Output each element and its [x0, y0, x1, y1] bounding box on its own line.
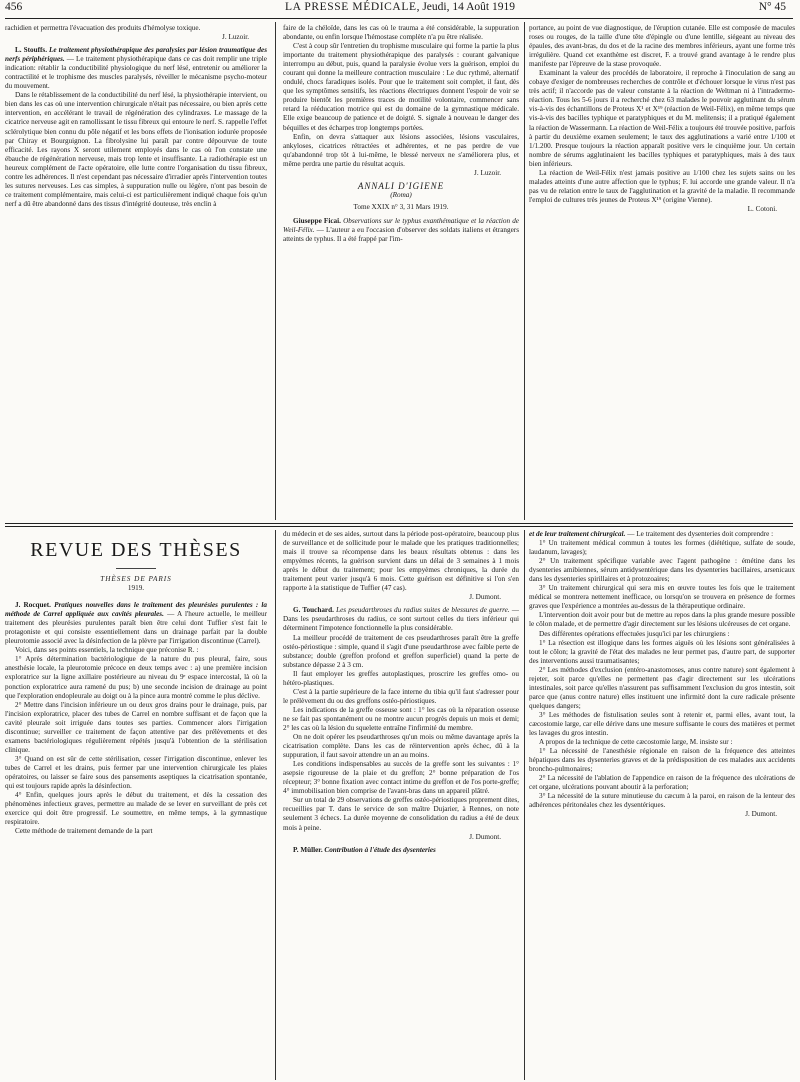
issue-number: N° 45 — [758, 1, 786, 13]
article-heading — [5, 46, 267, 91]
paragraph: Enfin, on devra s'attaquer aux lésions associées, lésions vasculaires, ankyloses, cicatrices rétractées et adhérentes, et ne pas perdre de vue qu'abandonné trop tôt à lui-même, le blessé nerveux ne s'améliorera plus, et même perdra une partie du résultat acquis. — [283, 132, 519, 168]
paragraph: Des différentes opérations effectuées jusqu'ici par les chirurgiens : — [539, 629, 730, 638]
article-title: Les pseudarthroses du radius suites de blessures de guerre. — [336, 606, 510, 615]
paragraph: 3° Un traitement chirurgical qui sera mis en œuvre toutes les fois que le traitement médical se montrera nettement inefficace, ou lorsqu'on se trouvera en présence de formes graves que l'expérience a montrées au-dessus de la thérapeutique ordinaire. — [529, 584, 795, 611]
revue-year: 1919. — [127, 584, 145, 593]
paragraph: 3° La nécessité de la suture minutieuse du cæcum à la paroi, en raison de la lenteur des adhérences péritonéales chez les dysentériques. — [529, 792, 795, 810]
article-heading — [283, 217, 519, 244]
paragraph: 2° Un traitement spécifique variable avec l'agent pathogène : émétine dans les dysenteries amibiennes, sérum antidysentérique dans les dysenteries bacillaires, arsenicaux dans les dysenteries spirillaires et à protozoaires; — [529, 557, 795, 584]
article-author: P. Müller. — [293, 845, 323, 854]
signature: J. Dumont. — [469, 832, 501, 841]
article-heading — [283, 606, 519, 633]
journal-name: LA PRESSE MÉDICALE — [285, 1, 417, 13]
section-city: (Roma) — [390, 190, 412, 199]
bottom-column-1 — [5, 528, 267, 1080]
article-title: Le traitement physiothérapique des paralysies par lésion traumatique des nerfs périphériques. — [5, 46, 267, 64]
paragraph: rachidien et permettra l'évacuation des produits d'hémolyse toxique. — [5, 24, 201, 32]
section-rule — [5, 526, 793, 527]
paragraph: 1° Un traitement médical commun à toutes les formes (diététique, sulfate de soude, laudanum, lavages); — [529, 539, 795, 557]
paragraph: Voici, dans ses points essentiels, la technique que préconise R. : — [15, 646, 199, 655]
paragraph: — L'auteur a eu l'occasion d'observer des soldats italiens et étrangers atteints de typhus. Il a été frappé par l'im- — [283, 225, 519, 244]
paragraph: L'intervention doit avoir pour but de mettre au repos dans la plus grande mesure possible le côlon malade, et de permettre d'agir directement sur les lésions ulcéreuses de cet organe. — [529, 611, 795, 629]
column-rule — [275, 530, 276, 1080]
top-column-2 — [283, 24, 519, 524]
paragraph: Il faut employer les greffes autoplastiques, proscrire les greffes omo- ou hétéro-plastiques. — [283, 669, 519, 687]
paragraph: — A l'heure actuelle, le meilleur traitement des pleurésies purulentes paraît bien être celui dont Tuffier s'est fait le protagoniste et qui consiste essentiellement dans un drainage parfait par la double pleurotomie associé avec la désinfection de la plèvre par l'irrigation discontinue (Carrel). — [5, 610, 267, 646]
paragraph: portance, au point de vue diagnostique, de l'éruption cutanée. Elle est composée de macules roses ou rouges, de la taille d'une tête d'épingle ou d'une lentille, siégeant au niveau des épaules, des avant-bras, du dos et de la racine des membres inférieurs, ayant une forme très irrégulière. Quand cet exanthème est discret, F. a trouvé grand avantage à le rendre plus manifeste par l'épreuve de la stase provoquée. — [529, 24, 795, 69]
paragraph: Dans le rétablissement de la conductibilité du nerf lésé, la physiothérapie intervient, ou bien dans les cas où une intervention chirurgicale n'était pas nécessaire, ou bien après cette intervention, en accélérant le travail de régénération des cylindraxes. Le massage de la cicatrice nerveuse agit en ramollissant le tissu fibreux qui entoure le nerf. S. rappelle l'effet sclérolytique bien connu du pôle négatif et les bons effets de l'ionisation iodurée proposée par Chiray et Bourguignon. La fibrolysine lui paraît par contre dépourvue de toute efficacité. Les rayons X seront utilement employés dans le cas où l'on constate une ébauche de régénération nerveuse, mais trop lente et insuffisante. La radiothérapie est un heureux complément de l'acte opératoire, elle lutte contre l'organisation du tissu fibreux, contre les adhérences. Il n'est cependant pas nécessaire d'irradier après l'intervention toutes les sutures nerveuses. Les cas simples, à suppuration nulle ou légère, n'ont pas besoin de ce traitement complémentaire, mais celui-ci est particulièrement indiqué chaque fois qu'un nerf a dû être abandonné dans des tissus d'intégrité douteuse, très enclin à — [5, 91, 267, 208]
paragraph: Les conditions indispensables au succès de la greffe sont les suivantes : 1° asepsie rigoureuse de la plaie et du greffon; 2° bonne préparation de l'os récepteur; 3° bonne fixation avec contact intime du greffon et de l'os porte-greffe; 4° immobilisation bien comprise de l'avant-bras dans un appareil plâtré. — [283, 760, 519, 796]
top-column-3 — [529, 24, 795, 524]
paragraph: On ne doit opérer les pseudarthroses qu'un mois ou même davantage après la cicatrisation complète. Dans les cas de réintervention après échec, dû à la suppuration, il faut savoir attendre un an au moins. — [283, 733, 519, 760]
paragraph: 2° Mettre dans l'incision inférieure un ou deux gros drains pour le drainage, puis, par l'incision exploratrice, placer des tubes de Carrel en nombre suffisant et de façon que la cavité pleurale soit irriguée dans toutes ses parties. Commencer alors l'irrigation discontinue; surveiller ce traitement de façon attentive par des prélèvements et des examens bactériologiques régulièrement répétés jusqu'à l'obtention de la stérilisation clinique. — [5, 700, 267, 754]
section-rule — [5, 523, 793, 524]
divider — [116, 568, 156, 569]
revue-subtitle: THÈSES DE PARIS — [100, 575, 172, 583]
paragraph: — Dans les pseudarthroses du radius, ce sont surtout celles du tiers inférieur qui déterminent l'impotence fonctionnelle la plus considérable. — [283, 606, 519, 633]
paragraph: 3° Les méthodes de fistulisation seules sont à retenir et, parmi elles, avant tout, la cæcostomie large, car elle dérive dans une mesure suffisante le cours des matières et permet les lavages du gros intestin. — [529, 710, 795, 738]
paragraph: 1° La nécessité de l'anesthésie régionale en raison de la fréquence des atteintes hépatiques dans les dysenteries graves et de la prédisposition de ces malades aux accidents broncho-pulmonaires; — [529, 747, 795, 774]
paragraph — [529, 530, 795, 539]
paragraph: 1° Après détermination bactériologique de la nature du pus pleural, faire, sous anesthésie locale, la pleurotomie précoce en deux temps avec : a) une première incision exploratrice sur la ligne axillaire postérieure au niveau du 9ᵉ espace intercostal, là où la ponction exploratrice aura ramené du pus; b) une seconde incision de drainage au point que l'exploration endopleurale au doigt ou à la pince aura montré comme le plus déclive. — [5, 655, 267, 700]
paragraph: La réaction de Weil-Félix n'est jamais positive au 1/100 chez les sujets sains ou les malades atteints d'une autre affection que le typhus; F. lui accorde une grande valeur. Il n'a pas vu de relation entre le taux de l'agglutination et la gravité de la maladie. Il recommande l'emploi de cultures très jeunes de Proteus X¹⁹ (origine Vienne). — [529, 168, 795, 204]
paragraph: — Le traitement physiothérapique dans ce cas doit remplir une triple indication: rétablir la conductibilité physiologique du nerf lésé, entretenir ou améliorer la contractilité et le trophisme des muscles paralysés, réveiller le mécanisme psycho-moteur du mouvement. — [5, 55, 267, 91]
signature: J. Dumont. — [745, 810, 777, 819]
paragraph: La meilleur procédé de traitement de ces pseudarthroses paraît être la greffe ostéo-périostique : simple, quand il s'agit d'une pseudarthrose avec faible perte de substance; double (greffon profond et greffon superficiel) quand la perte de substance dépasse 2 à 3 cm. — [283, 633, 519, 669]
paragraph: — Le traitement des dysenteries doit comprendre : — [627, 530, 774, 538]
article-author: Giuseppe Ficai. — [293, 216, 341, 225]
paragraph: Sur un total de 29 observations de greffes ostéo-périostiques proprement dites, recueillies par T. dans le service de son maître Dujarier, à Rennes, on note seulement 3 échecs. La durée moyenne de consolidation du radius a été de deux mois à peine. — [283, 796, 519, 832]
paragraph: Cette méthode de traitement demande de la part — [15, 827, 153, 836]
signature: J. Luzoir. — [474, 168, 501, 177]
running-title — [0, 1, 800, 13]
paragraph: du médecin et de ses aides, surtout dans la période post-opératoire, beaucoup plus de surveillance et de sollicitude pour le malade que les pratiques traditionnelles; mais il trouve sa récompense dans les beaux résultats obtenus : dans les empyèmes récents, la guérison survient dans un délai de 3 semaines à 1 mois après le début du traitement; pour les empyèmes chroniques, la durée du traitement peut varier jusqu'à 6 mois. Cette guérison est définitive si l'on s'en rapporte à la statistique de Tuffier (47 cas). — [283, 530, 519, 593]
paragraph: Examinant la valeur des procédés de laboratoire, il reproche à l'inoculation de sang au cobaye d'exiger de nombreuses recherches de contrôle et d'échouer lorsque le virus n'est pas très actif; il n'accorde pas de valeur constante à la réaction de Weltman ni à l'intradermo-réaction. Tous les 5-6 jours il a recherché chez 63 malades le pouvoir agglutinant du sérum vis-à-vis des échantillons de Proteus X¹ et X¹⁹ (réaction de Weil-Félix), en même temps que vis-à-vis des bacilles typhique et paratyphiques et du M. melitensis; il a pratiqué également la réaction de Wassermann. La réaction de Weil-Félix a toujours été trouvée positive, parfois à partir du deuxième examen seulement; le taux des agglutinations a varié entre 1/100 et 1/1.200. Presque toujours la réaction apparaît positive vers le cinquième jour. Un certain nombre de sérums agglutinaient les bacilles typhiques et paratyphiques, mais à des taux bien inférieurs. — [529, 69, 795, 168]
article-author: J. Rocquet. — [15, 601, 51, 610]
column-rule — [524, 22, 525, 520]
article-title: et de leur traitement chirurgical. — [529, 530, 626, 538]
paragraph: 2° La nécessité de l'ablation de l'appendice en raison de la fréquence des ulcérations de cet organe, ulcérations pouvant aboutir à la perforation; — [529, 774, 795, 792]
paragraph: 1° La résection est illogique dans les formes aiguës où les lésions sont généralisées à tout le côlon; la gravité de l'état des malades ne leur permet pas, d'autre part, de supporter des interventions aussi traumatisantes; — [529, 638, 795, 665]
paragraph: 4° Enfin, quelques jours après le début du traitement, et dès la cessation des phénomènes infectieux graves, permettre au malade de se lever en surveillant de près cet exercice qui doit être progressif. Le soumettre, en même temps, à la gymnastique respiratoire. — [5, 791, 267, 827]
article-author: G. Touchard. — [293, 606, 334, 615]
paragraph: A propos de la technique de cette cæcostomie large, M. insiste sur : — [539, 738, 733, 747]
bottom-column-2 — [283, 530, 519, 1080]
revue-title: REVUE DES THÈSES — [30, 539, 242, 561]
paragraph: Les indications de la greffe osseuse sont : 1° les cas où la réparation osseuse ne se fait pas spontanément ou ne montre aucun progrès depuis un mois et demi; 2° les cas où la lésion du squelette entraîne l'infirmité du membre. — [283, 705, 519, 732]
article-title: Contribution à l'étude des dysenteries — [324, 845, 436, 854]
signature: J. Dumont. — [469, 593, 501, 602]
paragraph: faire de la chéloïde, dans les cas où le trauma a été considérable, la suppuration abondante, ou enfin lorsque l'hémostase complète n'a pu être réalisée. — [283, 24, 519, 42]
paragraph: 3° Quand on est sûr de cette stérilisation, cesser l'irrigation discontinue, enlever les tubes de Carrel et les drains, puis fermer par une intervention chirurgicale les plaies opératoires, ou laisser se faire sous des pansements aseptiques la cicatrisation spontanée, qui est toujours rapide après la désinfection. — [5, 754, 267, 791]
top-column-1 — [5, 24, 267, 524]
issue-date: , Jeudi, 14 Août 1919 — [416, 1, 515, 13]
section-volume: Tome XXIX n° 3, 31 Mars 1919. — [353, 202, 449, 211]
article-title: Observations sur le typhus exanthématique et la réaction de Weil-Félix. — [283, 216, 519, 234]
paragraph: C'est à coup sûr l'entretien du trophisme musculaire qui forme la partie la plus importante du traitement physiothérapique des paralysés : courant galvanique interrompu au début, puis, quand la paralysie évolue vers la guérison, emploi du courant qui donne la meilleure contraction musculaire : Le duc rythmé, alternatif ondulé, chocs faradiques isolés. Pour que le traitement soit complet, il faut, dès que les symptômes sensitifs, les réactions électriques donnent l'espoir de voir se produire bientôt les premières traces de motilité volontaire, commencer sans retard la rééducation motrice qui est du domaine de la gymnastique médicale. Elle exige beaucoup de patience et de doigté. S. signale à nouveau le danger des béquilles et des écharpes trop longtemps portées. — [283, 42, 519, 132]
article-title: Pratiques nouvelles dans le traitement des pleurésies purulentes : la méthode de Carrel appliquée aux cavités pleurales. — [5, 601, 267, 619]
paragraph: C'est à la partie supérieure de la face interne du tibia qu'il faut s'adresser pour le prélèvement du ou des greffons ostéo-périostiques. — [283, 687, 519, 705]
signature: J. Luzoir. — [222, 33, 249, 42]
column-rule — [275, 22, 276, 520]
section-title: ANNALI D'IGIENE — [357, 180, 445, 191]
article-heading — [5, 601, 267, 646]
header-rule — [5, 18, 793, 19]
paragraph: 2° Les méthodes d'exclusion (entéro-anastomoses, anus contre nature) sont également à rejeter, soit parce qu'elles ne permettent pas d'agir directement sur les ulcérations intestinales, soit parce qu'elles n'assurent pas suffisamment l'exclusion du gros intestin, soit parce que (anus contre nature) elles instituent une infirmité dont la cure radicale présente quelques dangers; — [529, 665, 795, 710]
bottom-column-3 — [529, 530, 795, 1080]
article-heading — [283, 846, 519, 855]
column-rule — [524, 530, 525, 1080]
signature: L. Cotoni. — [747, 204, 777, 213]
page-number: 456 — [5, 1, 23, 13]
article-author: L. Stouffs. — [15, 46, 47, 55]
